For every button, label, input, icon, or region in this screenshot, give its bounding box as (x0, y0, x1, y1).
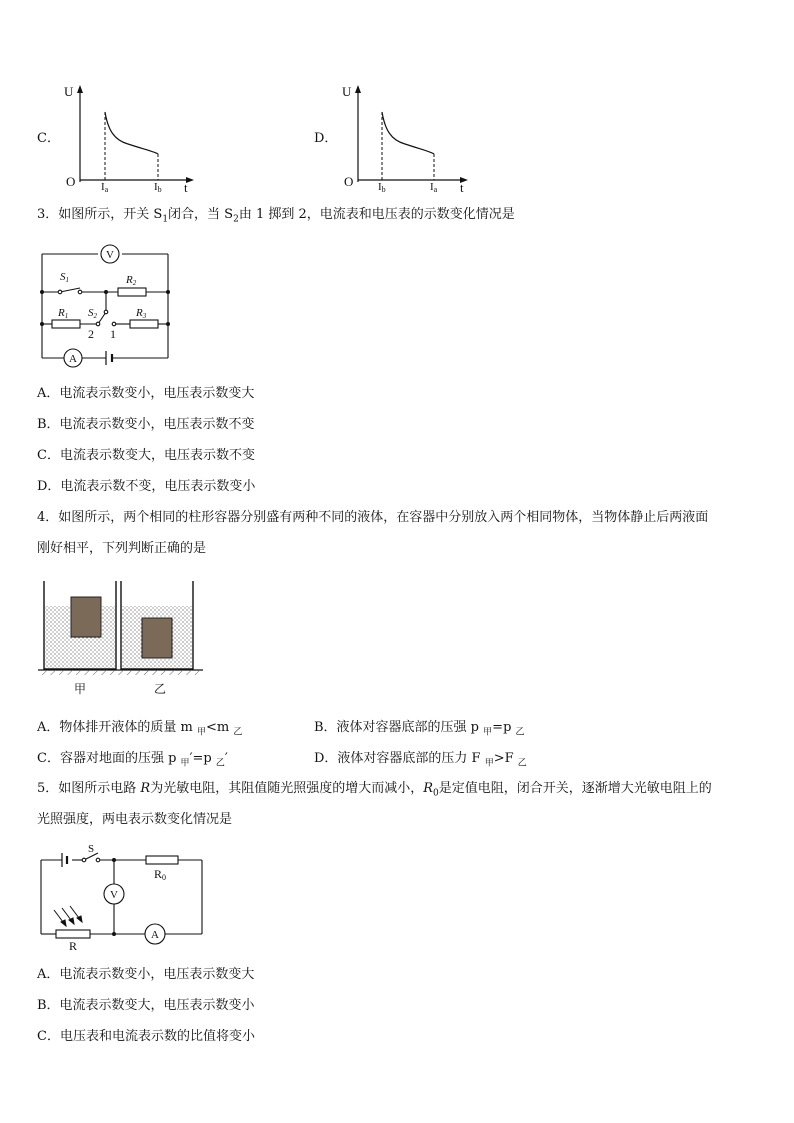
svg-text:S2: S2 (88, 307, 97, 320)
q3-voltmeter-label: V (106, 249, 114, 261)
svg-text:Ib (378, 181, 386, 194)
q4-option-b[interactable]: B．液体对容器底部的压强 p $_甲$=p $_乙$ (314, 720, 525, 738)
q5-stem-line-1: 5．如图所示电路 R为光敏电阻，其阻值随光照强度的增大而减小，$R_0$是定值电阻，闭合开关，逐渐增大光敏电阻上的 (37, 781, 712, 799)
graph-c-origin: O (66, 174, 76, 189)
q5-circuit-diagram (36, 842, 211, 954)
q4-containers-diagram (38, 577, 208, 697)
q3-ammeter-label: A (69, 353, 77, 365)
q3-r2-label: R (126, 274, 133, 286)
q5-r0-label: R (154, 867, 163, 881)
graph-c-tick-2: I (154, 181, 158, 193)
q3-r3-label: R (136, 307, 143, 319)
q3-s2-label: S (88, 307, 94, 319)
q5-switch-label: S (88, 843, 95, 855)
q3-option-b[interactable]: B．电流表示数变小，电压表示数不变 (37, 417, 255, 432)
q4-option-d[interactable]: D．液体对容器底部的压力 F $_甲$>F $_乙$ (314, 751, 527, 769)
q5-ammeter-label: A (151, 929, 159, 941)
svg-text:R2: R2 (126, 274, 137, 287)
option-d-label: D． (314, 131, 338, 146)
graph-d-tick-1-sub: b (381, 185, 386, 194)
q5-r-label: R (69, 939, 78, 953)
q4-stem-line-2: 刚好相平，下列判断正确的是 (37, 541, 207, 556)
svg-text:Ia (101, 181, 109, 194)
graph-d-x-label: t (460, 180, 464, 195)
svg-text:Ia (430, 181, 438, 194)
q4-stem-line-1: 4．如图所示，两个相同的柱形容器分别盛有两种不同的液体，在容器中分别放入两个相同物体，当物体静止后两液面 (37, 510, 709, 525)
q5-option-a[interactable]: A．电流表示数变小，电压表示数变大 (37, 967, 255, 982)
q5-stem-line-2: 光照强度，两电表示数变化情况是 (37, 812, 233, 827)
graph-c-x-label: t (184, 180, 188, 195)
q3-position-1-label: 1 (110, 327, 116, 341)
q3-option-c[interactable]: C．电流表示数变大，电压表示数不变 (37, 448, 255, 463)
graph-d-tick-2: I (430, 181, 434, 193)
graph-c (58, 82, 198, 194)
q5-option-c[interactable]: C．电压表和电流表示数的比值将变小 (37, 1029, 255, 1044)
svg-text:R1: R1 (58, 307, 69, 320)
graph-d-tick-1: I (378, 181, 382, 193)
graph-c-y-label: U (64, 84, 74, 99)
graph-c-tick-1-sub: a (104, 185, 109, 194)
q3-r1-label: R (58, 307, 65, 319)
q4-label-jia: 甲 (74, 682, 87, 696)
graph-d-origin: O (344, 174, 354, 189)
q4-option-a[interactable]: A．物体排开液体的质量 m $_甲$<m $_乙$ (37, 720, 243, 738)
q5-voltmeter-label: V (110, 889, 118, 901)
option-c-label: C． (37, 131, 60, 146)
q3-option-d[interactable]: D．电流表示数不变，电压表示数变小 (37, 479, 256, 494)
svg-text:S1: S1 (60, 271, 69, 284)
svg-text:R0: R0 (154, 867, 167, 882)
graph-d (336, 82, 476, 194)
graph-d-tick-2-sub: a (433, 185, 438, 194)
q3-circuit-diagram (36, 240, 176, 368)
q3-position-2-label: 2 (88, 327, 94, 341)
q3-stem: 3．如图所示，开关 $S_1$闭合，当 $S_2$由 1 掷到 2，电流表和电压表的示数变化情况是 (37, 207, 515, 225)
q4-label-yi: 乙 (154, 682, 167, 696)
graph-d-y-label: U (342, 84, 352, 99)
q3-s1-label: S (60, 271, 66, 283)
graph-c-tick-1: I (101, 181, 105, 193)
svg-text:Ib (154, 181, 162, 194)
q4-option-c[interactable]: C．容器对地面的压强 p $_甲$′=p $_乙$′ (37, 751, 228, 769)
svg-text:R3: R3 (136, 307, 147, 320)
graph-c-tick-2-sub: b (157, 185, 162, 194)
q3-option-a[interactable]: A．电流表示数变小，电压表示数变大 (37, 386, 255, 401)
q5-option-b[interactable]: B．电流表示数变大，电压表示数变小 (37, 998, 255, 1013)
